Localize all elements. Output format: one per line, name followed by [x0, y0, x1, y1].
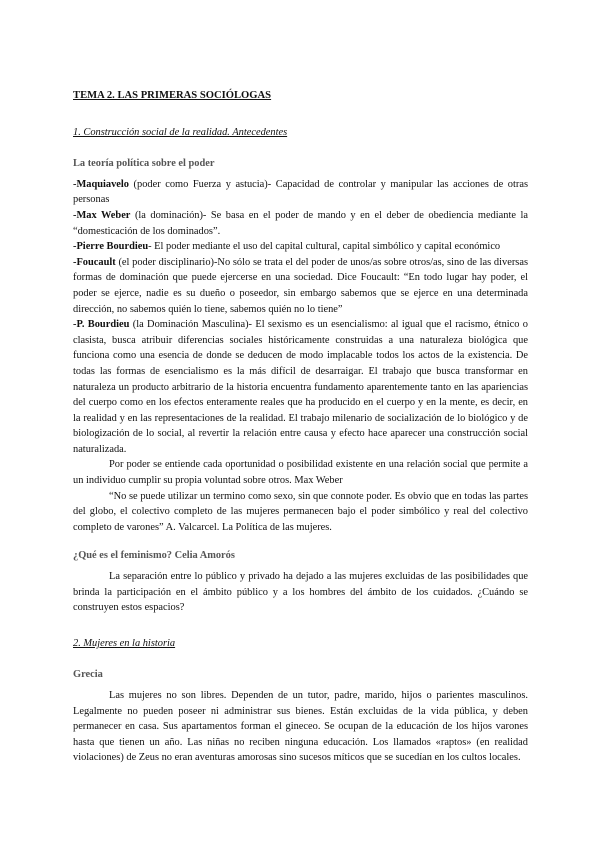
paragraph-poder-definicion: Por poder se entiende cada oportunidad o posibilidad existente en una relación social que permite a un individuo cumplir su propia voluntad sobre otros. Max Weber — [73, 459, 528, 487]
paragraph-grecia: Las mujeres no son libres. Dependen de un tutor, padre, marido, hijos o parientes masculinos. Legalmente no pueden poseer ni administrar sus bienes. Están excluidas de la vida pública, y deben permanecer en casa. Sus apartamentos forman el gineceo. Se ocupan de la educación de los hijos varones hasta que tienen un año. Las niñas no reciben ninguna educación. Los llamados «raptos» (en realidad violaciones) de Zeus no eran aventuras amorosas sino sucesos míticos que se sucedían en los cultos locales. — [73, 690, 528, 764]
subheading-feminismo: ¿Qué es el feminismo? Celia Amorós — [73, 550, 235, 562]
document-page — [73, 88, 528, 766]
author-foucault: -Foucault — [73, 256, 116, 268]
author-weber: -Max Weber — [73, 209, 131, 221]
paragraph-quote-valcarcel — [73, 489, 528, 536]
section-heading-construccion: 1. Construcción social de la realidad. Antecedentes — [73, 126, 288, 138]
section-heading-mujeres-historia: 2. Mujeres en la historia — [73, 637, 176, 649]
paragraph-maquiavelo — [73, 177, 528, 208]
paragraph-foucault — [73, 255, 528, 317]
book-title: La Política de las mujeres. — [221, 521, 332, 533]
text-bourdieu: - El poder mediante el uso del capital cultural, capital simbólico y capital económico — [148, 241, 501, 253]
text-maquiavelo: (poder como Fuerza y astucia)- Capacidad de controlar y manipular las acciones de otras personas — [73, 178, 528, 206]
author-maquiavelo: -Maquiavelo — [73, 178, 129, 190]
paragraph-weber — [73, 208, 528, 239]
subheading-teoria-poder: La teoría política sobre el poder — [73, 158, 215, 170]
document-title: TEMA 2. LAS PRIMERAS SOCIÓLOGAS — [73, 90, 272, 101]
paragraph-feminismo: La separación entre lo público y privado ha dejado a las mujeres excluidas de las posibilidades que brinda la participación en el ámbito público y a los hombres del ámbito de los cuidados. ¿Cuándo se construyen estos espacios? — [73, 571, 528, 614]
subheading-grecia: Grecia — [73, 669, 103, 681]
paragraph-p-bourdieu — [73, 317, 528, 457]
author-bourdieu: -Pierre Bourdieu — [73, 241, 149, 253]
text-foucault: (el poder disciplinario)-No sólo se trata el del poder de unos/as sobre otros/as, sino de las diversas formas de dominación que puede ejercerse en una sociedad. Dice Foucault: “En todo lugar hay poder, el poder se ejerce, nadie es su dueño o poseedor, sin embargo sabemos que se ejerce en una determinada dirección, no sabemos quién lo tiene, sabemos quién no lo tiene” — [73, 256, 528, 315]
quote-valcarcel: “No se puede utilizar un termino como sexo, sin que connote poder. Es obvio que en todas las partes del globo, el colectivo completo de las mujeres permanecen bajo el poder simbólico y real del colectivo completo de varones” A. Valcarcel. — [73, 490, 528, 533]
paragraph-bourdieu — [73, 239, 528, 255]
text-p-bourdieu: (la Dominación Masculina)- El sexismo es un esencialismo: al igual que el racismo, étnico o clasista, busca atribuir diferencias sociales históricamente construidas a una naturaleza biológica que funciona como una esencia de donde se deducen de modo implacable todos los actos de la existencia. De todas las formas de esencialismo es la más difícil de desarraigar. El trabajo que busca transformar en naturaleza un producto arbitrario de la historia encuentra fundamento aparentemente tanto en las apariencias del cuerpo como en los efectos enteramente reales que ha producido en el cuerpo y en la mente, es decir, en la realidad y en las representaciones de la realidad. El trabajo milenario de socialización de lo biológico y de biologización de lo social, al revertir la relación entre causa y efecto hace aparecer una construcción social naturalizada. — [73, 319, 529, 455]
author-p-bourdieu: -P. Bourdieu — [73, 319, 130, 331]
text-weber: (la dominación)- Se basa en el poder de mando y en el deber de obediencia mediante la “domesticación de los dominados”. — [73, 209, 529, 237]
